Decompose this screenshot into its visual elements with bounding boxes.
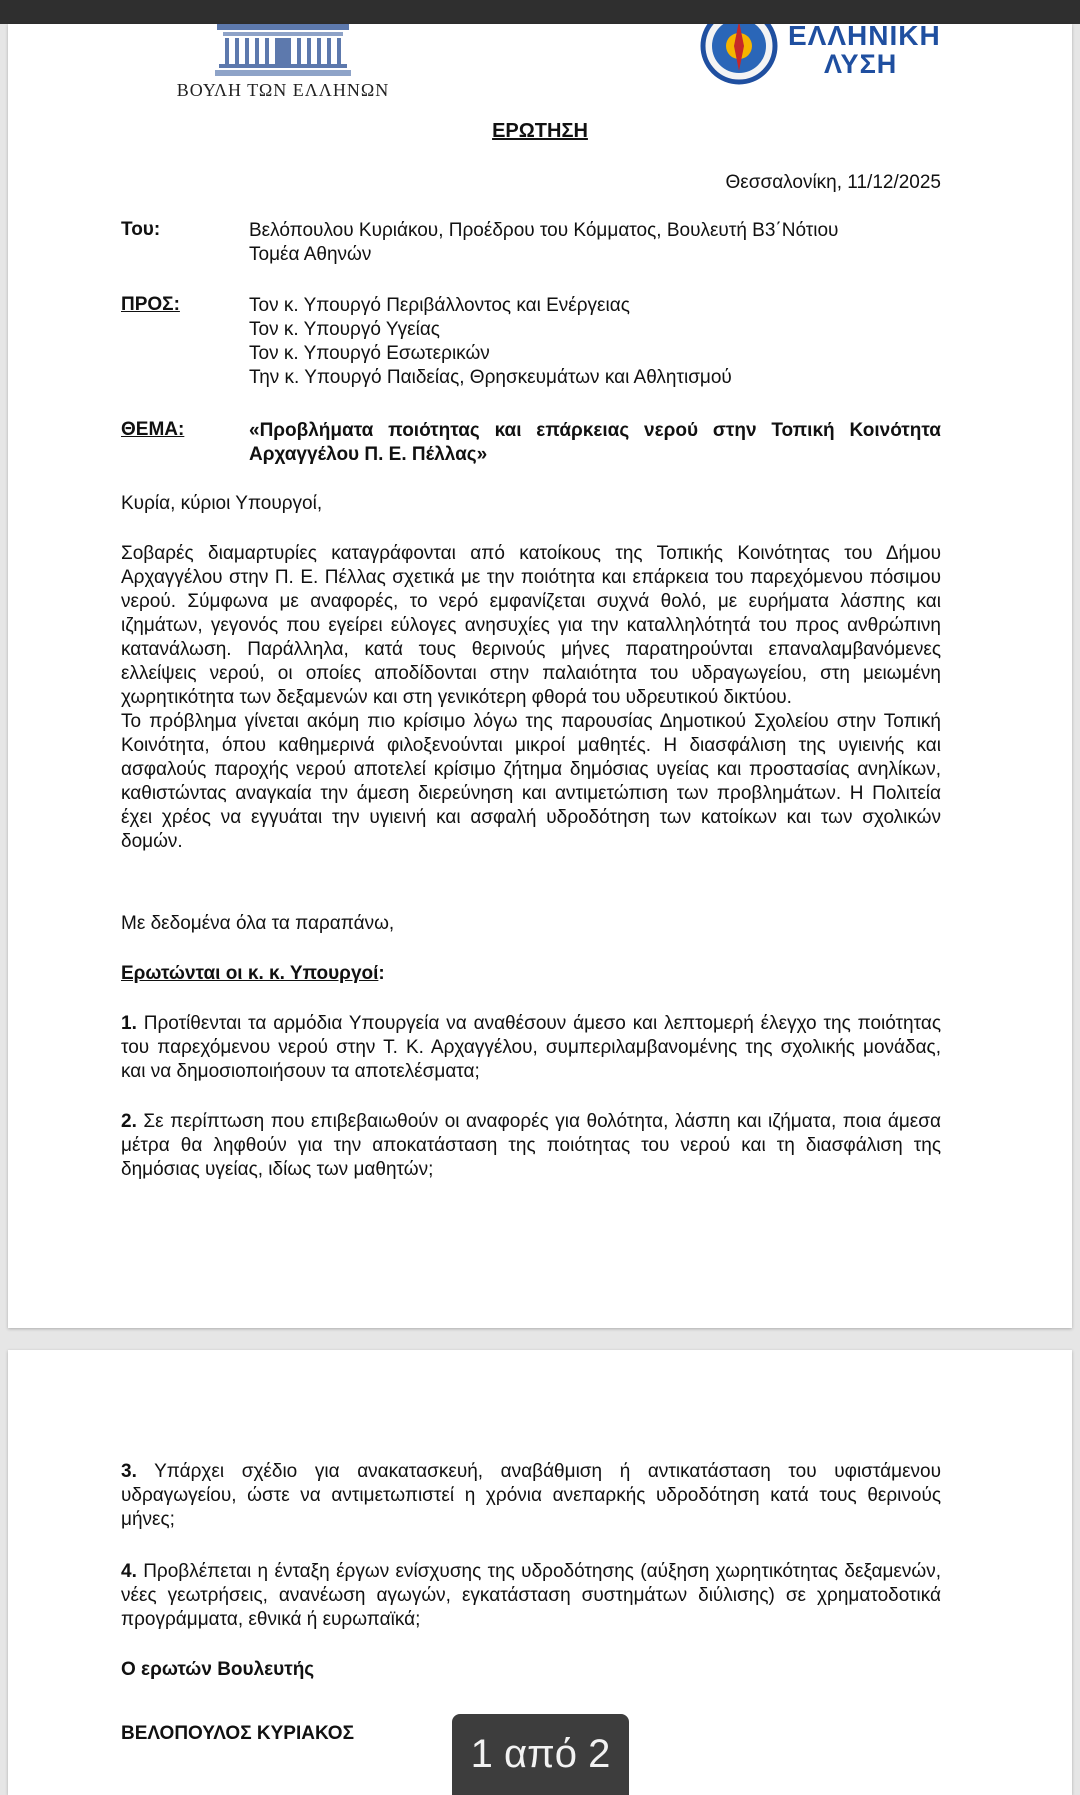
parliament-building-icon bbox=[215, 24, 351, 78]
question-1 bbox=[121, 1012, 941, 1084]
from-line: Βελόπουλου Κυριάκου, Προέδρου του Κόμματος, Βουλευτή Β3΄Νότιου bbox=[249, 220, 839, 241]
to-label: ΠΡΟΣ: bbox=[121, 294, 180, 315]
from-label: Του: bbox=[121, 219, 161, 240]
question-text: Προβλέπεται η ένταξη έργων ενίσχυσης της υδροδότησης (αύξηση χωρητικότητας δεξαμενών, νέες γεωτρήσεις, ανανέωση αγωγών, εγκατάσταση συστημάτων διύλισης) σε χρηματοδοτικά προγράμματα, εθνικά ή ευρωπαϊκά; bbox=[121, 1561, 941, 1630]
recipient-line: Τον κ. Υπουργό Υγείας bbox=[249, 319, 440, 340]
questions-heading-text: Ερωτώνται οι κ. κ. Υπουργοί bbox=[121, 963, 379, 984]
question-text: Προτίθενται τα αρμόδια Υπουργεία να αναθέσουν άμεσο και λεπτομερή έλεγχο της ποιότητας του παρεχόμενου νερού στην Τ. Κ. Αρχαγγέλου, συμπεριλαμβανομένης της σχολικής μονάδας, και να δημοσιοποιήσουν τα αποτελέσματα; bbox=[121, 1013, 941, 1082]
question-4 bbox=[121, 1560, 941, 1632]
question-text: Σε περίπτωση που επιβεβαιωθούν οι αναφορές για θολότητα, λάσπη και ιζήματα, ποια άμεσα μέτρα θα ληφθούν για την αποκατάσταση της ποιότητας του νερού και τη διασφάλιση της δημόσιας υγείας, ιδίως των μαθητών; bbox=[121, 1111, 941, 1180]
question-2 bbox=[121, 1110, 941, 1182]
recipient-line: Τον κ. Υπουργό Περιβάλλοντος και Ενέργειας bbox=[249, 295, 630, 316]
signature-name: ΒΕΛΟΠΟΥΛΟΣ ΚΥΡΙΑΚΟΣ bbox=[121, 1723, 354, 1744]
question-number: 3. bbox=[121, 1461, 137, 1482]
question-number: 2. bbox=[121, 1111, 137, 1132]
parliament-name: ΒΟΥΛΗ ΤΩΝ ΕΛΛΗΝΩΝ bbox=[176, 80, 390, 100]
recipient-line: Τον κ. Υπουργό Εσωτερικών bbox=[249, 343, 490, 364]
document-date: Θεσσαλονίκη, 11/12/2025 bbox=[725, 172, 941, 193]
party-name-line1: ΕΛΛΗΝΙΚΗ bbox=[788, 20, 941, 51]
from-field bbox=[249, 219, 941, 267]
body-paragraph: Το πρόβλημα γίνεται ακόμη πιο κρίσιμο λόγω της παρουσίας Δημοτικού Σχολείου στην Τοπική Κοινότητα, όπου καθημερινά φιλοξενούνται μικροί μαθητές. Η διασφάλιση της υγιεινής και ασφαλούς παροχής νερού αποτελεί κρίσιμο ζήτημα δημόσιας υγείας και προστασίας ανηλίκων, καθιστώντας αναγκαία την άμεση διερεύνηση και αντιμετώπιση των προβλημάτων. Η Πολιτεία έχει χρέος να εγγυάται την υγιεινή και ασφαλή υδροδότηση των κατοίκων και των σχολικών δομών. bbox=[121, 711, 941, 852]
greeting: Κυρία, κύριοι Υπουργοί, bbox=[121, 493, 323, 514]
question-3 bbox=[121, 1460, 941, 1532]
document-page-1 bbox=[8, 20, 1072, 1328]
body-text bbox=[121, 542, 941, 854]
questions-heading-colon: : bbox=[378, 963, 385, 984]
question-number: 4. bbox=[121, 1561, 137, 1582]
parliament-logo bbox=[158, 24, 408, 101]
recipients-list bbox=[249, 294, 941, 390]
subject-text: «Προβλήματα ποιότητας και επάρκειας νερού στην Τοπική Κοινότητα Αρχαγγέλου Π. Ε. Πέλλας» bbox=[249, 420, 941, 465]
from-line: Τομέα Αθηνών bbox=[249, 244, 372, 265]
questions-heading bbox=[121, 962, 941, 986]
signature-title: Ο ερωτών Βουλευτής bbox=[121, 1659, 315, 1680]
transition-text: Με δεδομένα όλα τα παραπάνω, bbox=[121, 913, 395, 934]
party-logo bbox=[700, 20, 950, 86]
body-paragraph: Σοβαρές διαμαρτυρίες καταγράφονται από κατοίκους της Τοπικής Κοινότητας του Δήμου Αρχαγγέλου στην Π. Ε. Πέλλας σχετικά με την ποιότητα και επάρκεια του παρεχόμενου πόσιμου νερού. Σύμφωνα με αναφορές, το νερό εμφανίζεται συχνά θολό, με ευρήματα λάσπης και ιζημάτων, γεγονός που εγείρει εύλογες ανησυχίες για την καταλληλότητά του προς ανθρώπινη κατανάλωση. Παράλληλα, κατά τους θερινούς μήνες παρατηρούνται επαναλαμβανόμενες ελλείψεις νερού, οι οποίες αποδίδονται στην παλαιότητα του υδραγωγείου, στη μειωμένη χωρητικότητα των δεξαμενών και στη γενικότερη φθορά του υδρευτικού δικτύου. bbox=[121, 543, 941, 708]
document-title: ΕΡΩΤΗΣΗ bbox=[492, 120, 588, 142]
recipient-line: Την κ. Υπουργό Παιδείας, Θρησκευμάτων και Αθλητισμού bbox=[249, 367, 732, 388]
question-text: Υπάρχει σχέδιο για ανακατασκευή, αναβάθμιση ή αντικατάσταση του υφιστάμενου υδραγωγείου, ώστε να αντιμετωπιστεί η χρόνια ανεπαρκής υδροδότηση κατά τους θερινούς μήνες; bbox=[121, 1461, 941, 1530]
page-indicator: 1 από 2 bbox=[452, 1714, 629, 1795]
party-name-line2: ΛΥΣΗ bbox=[824, 49, 898, 79]
question-number: 1. bbox=[121, 1013, 137, 1034]
party-emblem-icon bbox=[700, 24, 778, 86]
subject-label: ΘΕΜΑ: bbox=[121, 419, 185, 440]
